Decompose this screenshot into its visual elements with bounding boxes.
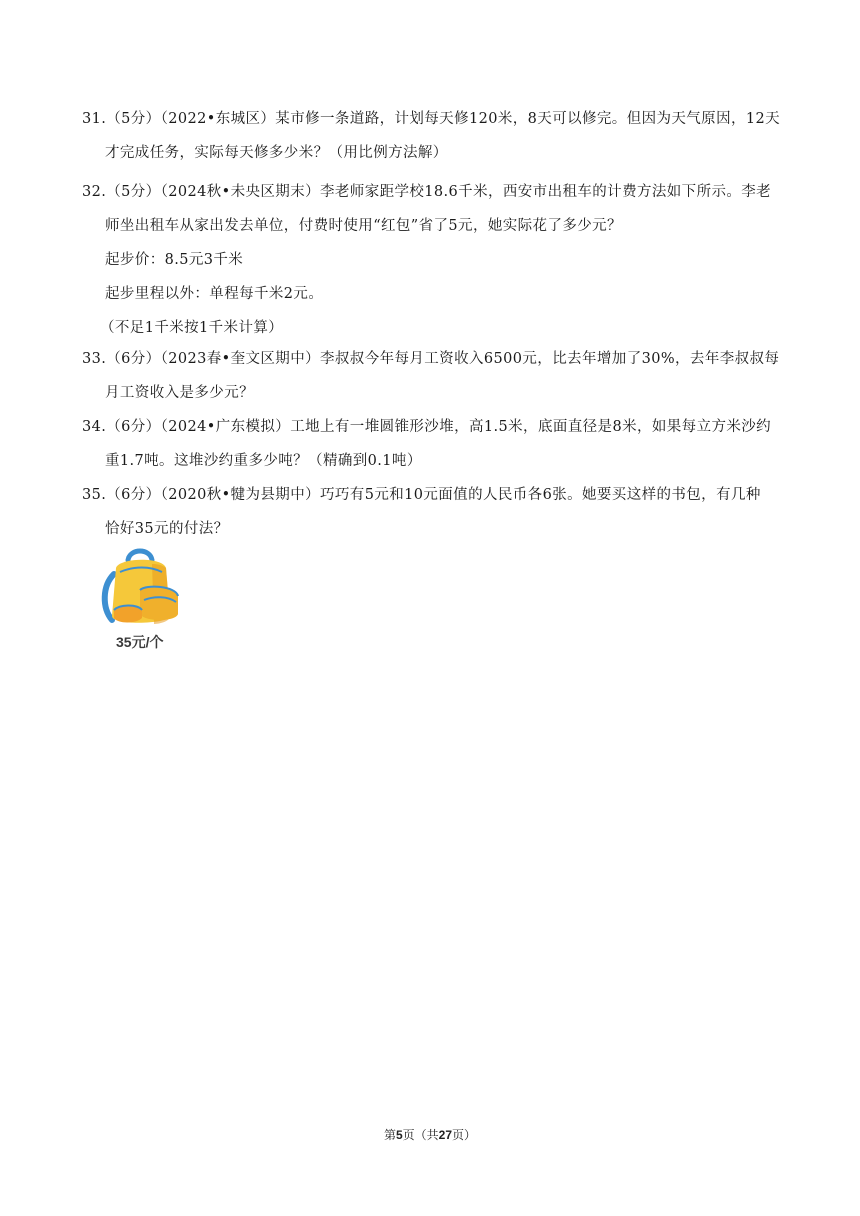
fare-start-price: 起步价：8.5元3千米 bbox=[105, 252, 244, 268]
backpack-icon bbox=[100, 546, 182, 630]
question-line: 重1.7吨。这堆沙约重多少吨？（精确到0.1吨） bbox=[105, 453, 422, 469]
question-line: 34.（6分）（2024•广东模拟）工地上有一堆圆锥形沙堆，高1.5米，底面直径是8米，如果每立方米沙约 bbox=[82, 419, 772, 435]
question-34 bbox=[82, 410, 782, 478]
question-line: 恰好35元的付法？ bbox=[105, 521, 229, 537]
footer-suffix: 页） bbox=[452, 1128, 477, 1142]
question-line: 32.（5分）（2024秋•未央区期末）李老师家距学校18.6千米，西安市出租车的计费方法如下所示。李老 bbox=[82, 184, 772, 200]
backpack-figure bbox=[100, 546, 182, 656]
page-footer bbox=[0, 1126, 860, 1143]
footer-total-pages: 27 bbox=[438, 1128, 453, 1142]
question-35 bbox=[82, 478, 782, 546]
footer-prefix: 第 bbox=[383, 1128, 396, 1142]
question-line: 才完成任务，实际每天修多少米？（用比例方法解） bbox=[105, 145, 448, 161]
fare-extra-price: 起步里程以外：单程每千米2元。 bbox=[105, 286, 324, 302]
question-line: 月工资收入是多少元？ bbox=[105, 385, 254, 401]
question-line: 35.（6分）（2020秋•犍为县期中）巧巧有5元和10元面值的人民币各6张。她要买这样的书包，有几种 bbox=[82, 487, 761, 503]
question-33 bbox=[82, 342, 782, 410]
question-line: 33.（6分）（2023春•奎文区期中）李叔叔今年每月工资收入6500元，比去年增加了30%，去年李叔叔每 bbox=[82, 351, 780, 367]
question-32 bbox=[82, 175, 782, 345]
fare-rounding-note: （不足1千米按1千米计算） bbox=[100, 320, 284, 336]
footer-page-number: 5 bbox=[395, 1128, 403, 1142]
backpack-price-caption: 35元/个 bbox=[116, 634, 164, 650]
question-line: 师坐出租车从家出发去单位，付费时使用“红包”省了5元，她实际花了多少元？ bbox=[105, 218, 622, 234]
question-31 bbox=[82, 102, 782, 170]
footer-mid: 页（共 bbox=[402, 1128, 439, 1142]
question-line: 31.（5分）（2022•东城区）某市修一条道路，计划每天修120米，8天可以修完。但因为天气原因，12天 bbox=[82, 111, 781, 127]
